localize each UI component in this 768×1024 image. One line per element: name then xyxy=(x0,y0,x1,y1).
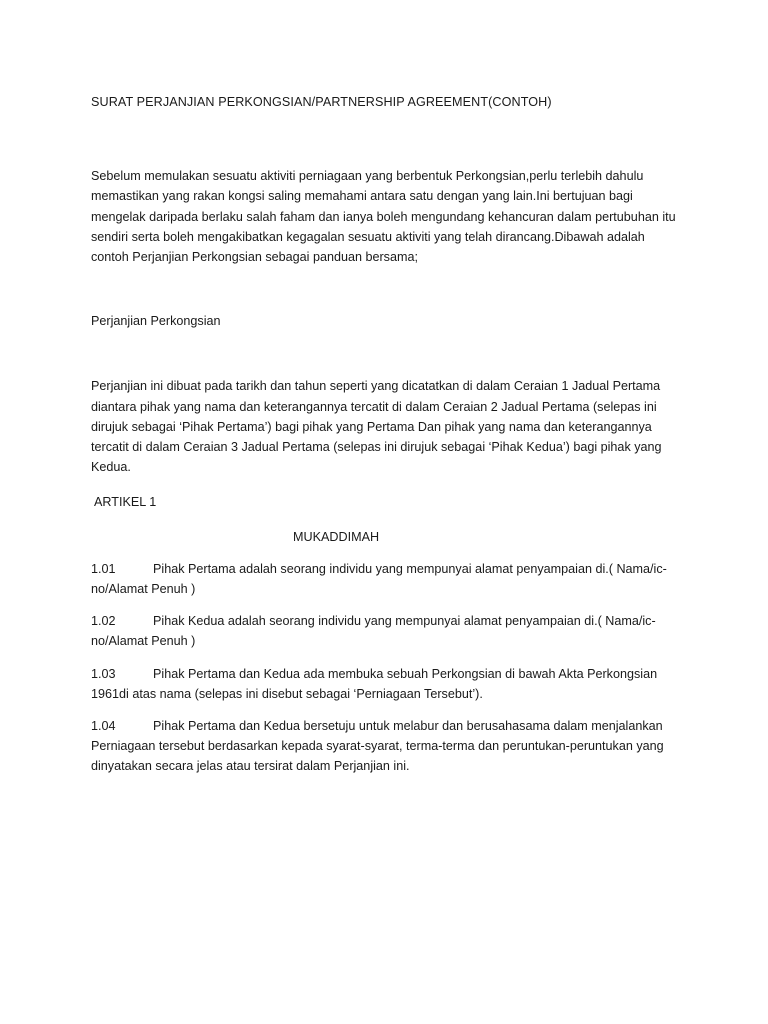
clause-number: 1.04 xyxy=(91,719,116,734)
clause-1-02 xyxy=(91,611,676,651)
agreement-paragraph: Perjanjian ini dibuat pada tarikh dan tahun seperti yang dicatatkan di dalam Ceraian 1 Jadual Pertama diantara pihak yang nama dan keterangannya tercatit di dalam Ceraian 2 Jadual Pertama (selepas ini dirujuk sebagai ‘Pihak Pertama’) bagi pihak yang Pertama Dan pihak yang nama dan keterangannya tercatit di dalam Ceraian 3 Jadual Pertama (selepas ini dirujuk sebagai ‘Pihak Kedua’) bagi pihak yang Kedua. xyxy=(91,379,662,475)
clause-number: 1.02 xyxy=(91,614,116,629)
clause-text: Pihak Pertama dan Kedua bersetuju untuk melabur dan berusahasama dalam menjalankan Perniagaan tersebut berdasarkan kepada syarat-syarat, terma-terma dan peruntukan-peruntukan yang dinyatakan secara jelas atau tersirat dalam Perjanjian ini. xyxy=(91,719,664,774)
clause-text: Pihak Kedua adalah seorang individu yang mempunyai alamat penyampaian di.( Nama/ic-no/Alamat Penuh ) xyxy=(91,614,656,649)
document-page xyxy=(91,92,676,777)
clause-text: Pihak Pertama dan Kedua ada membuka sebuah Perkongsian di bawah Akta Perkongsian 1961di atas nama (selepas ini disebut sebagai ‘Perniagaan Tersebut’). xyxy=(91,666,658,701)
clause-1-01 xyxy=(91,559,676,599)
document-title: SURAT PERJANJIAN PERKONGSIAN/PARTNERSHIP AGREEMENT(CONTOH) xyxy=(91,95,552,109)
clause-number: 1.03 xyxy=(91,666,116,681)
clause-1-04 xyxy=(91,716,676,777)
clause-text: Pihak Pertama adalah seorang individu yang mempunyai alamat penyampaian di.( Nama/ic-no/Alamat Penuh ) xyxy=(91,561,667,597)
article-heading: MUKADDIMAH xyxy=(293,529,380,544)
section-title: Perjanjian Perkongsian xyxy=(91,314,221,329)
clause-1-03 xyxy=(91,664,676,704)
intro-paragraph: Sebelum memulakan sesuatu aktiviti perniagaan yang berbentuk Perkongsian,perlu terlebih dahulu memastikan yang rakan kongsi saling memahami antara satu dengan yang lain.Ini bertujuan bagi mengelak daripada berlaku salah faham dan ianya boleh mengundang kehancuran dalam pertubuhan itu sendiri serta boleh mengakibatkan kegagalan sesuatu aktiviti yang telah dirancang.Dibawah adalah contoh Perjanjian Perkongsian sebagai panduan bersama; xyxy=(91,169,676,265)
article-label: ARTIKEL 1 xyxy=(94,495,157,510)
clause-number: 1.01 xyxy=(91,561,116,576)
